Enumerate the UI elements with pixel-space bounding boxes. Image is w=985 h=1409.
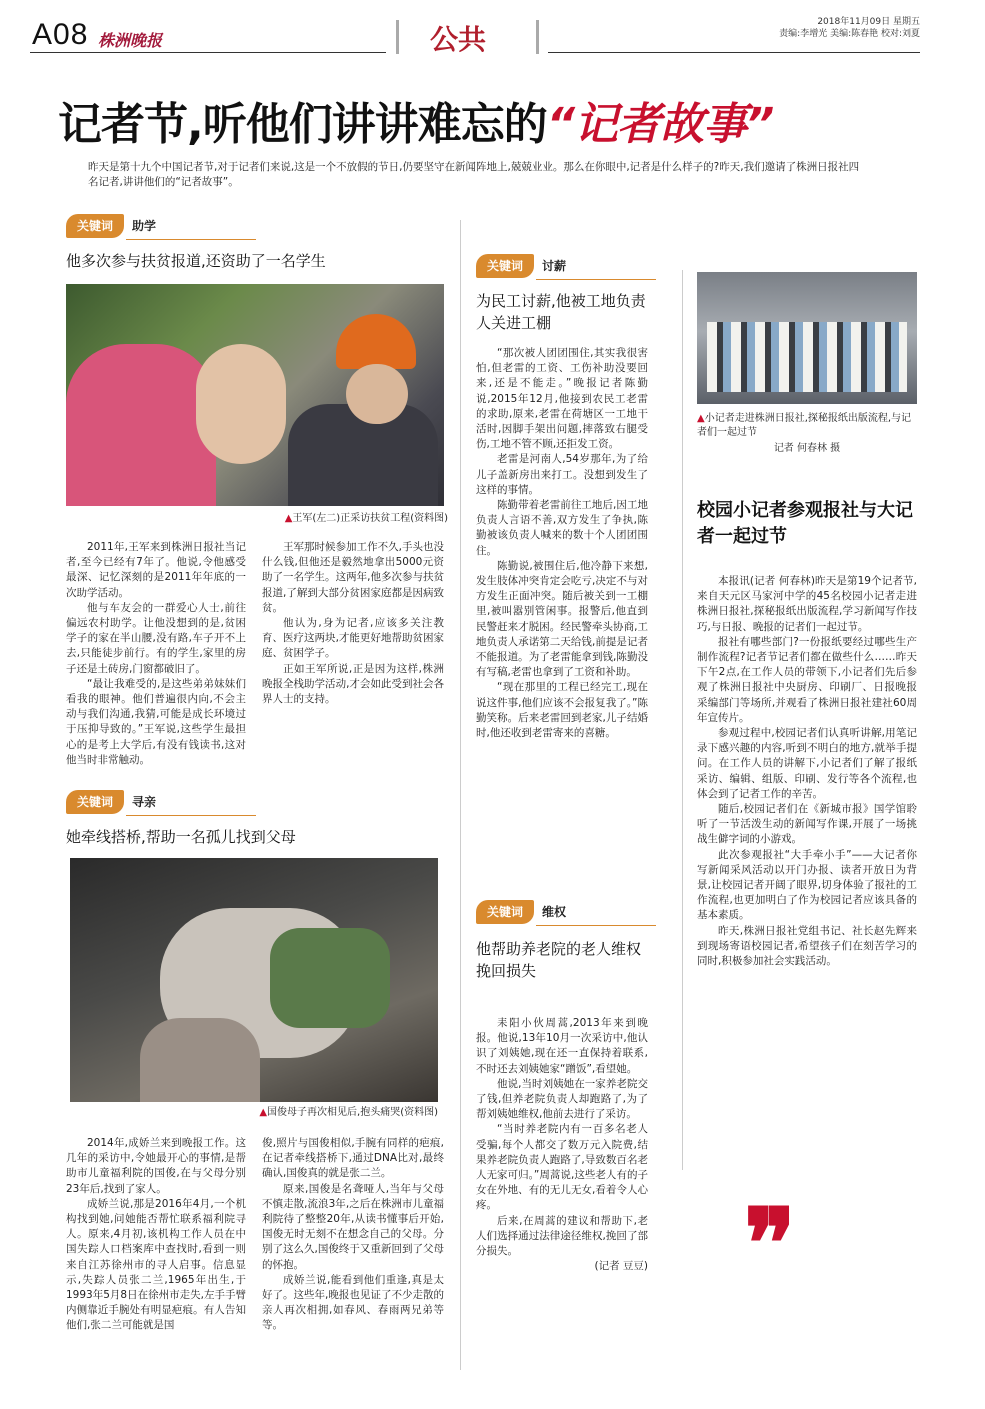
paragraph: “当时养老院内有一百多名老人受骗,每个人都交了数万元入院费,结果养老院负责人跑路了,导致数百名老人无家可归。”周蒿说,这些老人有的子女在外地、有的无儿无女,看着令人心疼。 (476, 1123, 648, 1212)
paragraph: 王军那时候参加工作不久,手头也没什么钱,但他还是毅然地拿出5000元资助了一名学生。这两年,他多次参与扶贫报道,了解到大部分贫困家庭都是因病致贫。 (262, 541, 444, 614)
story1-caption: ▲王军(左二)正采访扶贫工程(资料图) (284, 513, 448, 524)
paragraph: 俊,照片与国俊相似,手腕有同样的疤痕,在记者牵线搭桥下,通过DNA比对,最终确认,国俊真的就是张二兰。 (262, 1137, 444, 1180)
paragraph: 原来,国俊是名聋哑人,当年与父母不慎走散,流浪3年,之后在株洲市儿童福利院待了整整20年,从读书懂事后开始,国俊无时无刻不在想念自己的父母。分别了这么久,国俊终于又重新回到了父母的怀抱。 (262, 1182, 444, 1271)
photo-figure (66, 344, 216, 506)
section-title: 公共 (430, 23, 487, 56)
paragraph: “那次被人团团围住,其实我很害怕,但老雷的工资、工伤补助没要回来,还是不能走。”晚报记者陈勤说,2015年12月,他接到农民工老雷的求助,原来,老雷在荷塘区一工地干活时,因脚手架出问题,摔落致右腿受伤,工地不管不顾,还拒发工资。 (476, 347, 648, 451)
headline-main: 记者节,听他们讲讲难忘的 (58, 99, 547, 150)
dateline (710, 16, 920, 40)
hardhat (336, 314, 416, 369)
photo-credit: 记者 何春林 摄 (773, 443, 841, 454)
paragraph: 他与车友会的一群爱心人士,前往偏远农村助学。让他没想到的是,贫困学子的家在半山腰,没有路,车子开不上去,只能徒步前行。有的学生,家里的房子还是土砖房,门窗都破旧了。 (66, 601, 246, 675)
paragraph: 昨天,株洲日报社党组书记、社长赵先辉来到现场寄语校园记者,希望孩子们在刻苦学习的同时,积极参加社会实践活动。 (697, 924, 917, 968)
story1-photo (66, 284, 444, 506)
paragraph: 参观过程中,校园记者们认真听讲解,用笔记录下感兴趣的内容,听到不明白的地方,就举手提问。在工作人员的讲解下,小记者们了解了报纸采访、编辑、组版、印刷、发行等各个流程,也体会到了记者工作的辛苦。 (697, 727, 917, 800)
paragraph: 老雷是河南人,54岁那年,为了给儿子盖新房出来打工。没想到发生了这样的事情。 (476, 453, 648, 496)
keyword-label: 关键词 (66, 214, 124, 238)
keyword-topic: 寻亲 (132, 795, 157, 809)
story1-column-1 (66, 540, 246, 768)
paragraph: 2011年,王军来到株洲日报社当记者,至今已经有7年了。他说,令他感受最深、记忆深刻的是2011年年底的一次助学活动。 (66, 541, 246, 599)
photo-figure (140, 1018, 260, 1102)
story1-subhead: 他多次参与扶贫报道,还资助了一名学生 (66, 252, 326, 270)
photo-bag (270, 928, 390, 1028)
divider (396, 20, 399, 54)
story2-subhead: 她牵线搭桥,帮助一名孤儿找到父母 (66, 828, 296, 846)
editor-credits: 责编:李增光 美编:陈春艳 校对:刘夏 (779, 29, 920, 39)
page-number: A08 (32, 18, 89, 51)
photo-figure (346, 364, 408, 424)
keyword-label: 关键词 (66, 790, 124, 814)
photo-figure (196, 344, 286, 464)
issue-date: 2018年11月09日 星期五 (817, 17, 920, 27)
header-rule-right (548, 52, 920, 53)
paragraph: 本报讯(记者 何春林)昨天是第19个记者节,来自天元区马家河中学的45名校园小记者走进株洲日报社,探秘报纸出版流程,学习新闻写作技巧,与日报、晚报的记者们一起过节。 (697, 575, 917, 633)
caption-text: 王军(左二)正采访扶贫工程(资料图) (292, 513, 448, 524)
keyword-tag-story1 (66, 214, 256, 240)
sidebar-body (697, 574, 917, 969)
paragraph: 陈勤说,被围住后,他冷静下来想,发生肢体冲突肯定会吃亏,决定不与对方发生正面冲突。随后被关到一工棚里,被叫嚣别管闲事。报警后,他直到民警赶来才脱困。经民警牵头协商,工地负责人承诺第二天给钱,前提是记者不能报道。为了老雷能拿到钱,陈勤没有写稿,老雷也拿到了工资和补助。 (476, 559, 648, 679)
divider (536, 20, 539, 54)
story1-column-2 (262, 540, 444, 707)
story2-photo (70, 858, 438, 1102)
sidebar-title: 校园小记者参观报社与大记者一起过节 (697, 500, 913, 547)
caption-text: 小记者走进株洲日报社,探秘报纸出版流程,与记者们一起过节 (697, 413, 912, 438)
keyword-tag-story4 (476, 900, 656, 926)
story4-body (476, 1016, 648, 1274)
keyword-topic: 讨薪 (542, 259, 567, 273)
story3-body (476, 346, 648, 741)
photo-crowd (707, 322, 907, 392)
page-headline (58, 88, 928, 152)
paragraph: 他说,当时刘姨她在一家养老院交了钱,但养老院负责人却跑路了,为了帮刘姨她维权,他前去进行了采访。 (476, 1077, 648, 1121)
paragraph: 耒阳小伙周蒿,2013年来到晚报。他说,13年10月一次采访中,他认识了刘姨她,现在还一直保持着联系,不时还去刘姨她家“蹭饭”,看望她。 (476, 1017, 648, 1075)
paragraph: 2014年,成娇兰来到晚报工作。这几年的采访中,令她最开心的事情,是帮助市儿童福利院的国俊,在与父母分别23年后,找到了家人。 (66, 1137, 246, 1195)
sidebar-caption: ▲小记者走进株洲日报社,探秘报纸出版流程,与记者们一起过节 (697, 413, 912, 438)
keyword-topic: 助学 (132, 219, 157, 233)
masthead-logo: 株洲晚报 (98, 31, 163, 50)
header-rule-left (30, 52, 386, 53)
headline-quoted: “记者故事” (546, 99, 774, 150)
story3-subhead: 为民工讨薪,他被工地负责人关进工棚 (476, 292, 646, 332)
paragraph: 正如王军所说,正是因为这样,株洲晚报全栈助学活动,才会如此受到社会各界人士的支持。 (262, 662, 444, 706)
paragraph: 陈勤带着老雷前往工地后,因工地负责人言语不善,双方发生了争执,陈勤被该负责人喊来的数十个人团团围住。 (476, 499, 648, 557)
story2-caption: ▲国俊母子再次相见后,抱头痛哭(资料图) (259, 1107, 438, 1118)
paragraph: “最让我难受的,是这些弟弟妹妹们看我的眼神。他们普遍很内向,不会主动与我们沟通,我猜,可能是成长环境过于压抑导致的。”王军说,这些学生最担心的是考上大学后,有没有钱读书,这对他当时非常触动。 (66, 677, 246, 766)
column-rule (682, 270, 683, 1170)
lede: 昨天是第十九个中国记者节,对于记者们来说,这是一个不放假的节日,仍要坚守在新闻阵地上,兢兢业业。那么在你眼中,记者是什么样子的?昨天,我们邀请了株洲日报社四名记者,讲讲他们的“记者故事”。 (88, 161, 860, 188)
paragraph: 此次参观报社“大手牵小手”——大记者你写新闻采风活动以开门办报、读者开放日为背景,让校园记者开阔了眼界,切身体验了报社的工作流程,也更加明白了作为校园记者应该具备的基本素质。 (697, 848, 917, 922)
paragraph: 随后,校园记者们在《新城市报》国学馆聆听了一节活泼生动的新闻写作课,开展了一场挑战生僻字词的小游戏。 (697, 803, 917, 846)
paragraph: 成娇兰说,能看到他们重逢,真是太好了。这些年,晚报也见证了不少走散的亲人再次相拥,如春风、春雨两兄弟等等。 (262, 1273, 444, 1332)
caption-text: 国俊母子再次相见后,抱头痛哭(资料图) (267, 1107, 438, 1118)
sidebar-photo (697, 272, 917, 404)
column-rule (460, 220, 461, 1370)
keyword-topic: 维权 (542, 905, 567, 919)
story4-subhead: 他帮助养老院的老人维权挽回损失 (476, 940, 642, 980)
keyword-label: 关键词 (476, 900, 534, 924)
paragraph: 成娇兰说,那是2016年4月,一个机构找到她,问她能否帮忙联系福利院寻人。原来,4月初,该机构工作人员在中国失踪人口档案库中查找时,看到一则来自江苏徐州市的寻人启事。信息显示,失踪人员张二兰,1965年出生,于1993年5月8日在徐州市走失,左手手臂内侧靠近手腕处有明显疤痕。有人告知他们,张二兰可能就是国 (66, 1197, 246, 1332)
quote-mark-icon: ❞ (744, 1187, 796, 1300)
paragraph: 报社有哪些部门?一份报纸要经过哪些生产制作流程?记者节记者们都在做些什么……昨天下午2点,在工作人员的带领下,小记者们先后参观了株洲日报社中央厨房、印刷厂、日报晚报采编部门等场所,并观看了株洲日报社建社60周年宣传片。 (697, 635, 917, 724)
byline: (记者 豆豆) (594, 1260, 648, 1273)
keyword-tag-story3 (476, 254, 656, 280)
story2-column-1 (66, 1136, 246, 1334)
paragraph: “现在那里的工程已经完工,现在说这件事,他们应该不会报复我了。”陈勤笑称。后来老雷回到老家,儿子结婚时,他还收到老雷寄来的喜糖。 (476, 681, 648, 740)
story2-column-2 (262, 1136, 444, 1334)
paragraph: 他认为,身为记者,应该多关注教育、医疗这两块,才能更好地帮助贫困家庭、贫困学子。 (262, 617, 444, 660)
paragraph: 后来,在周蒿的建议和帮助下,老人们选择通过法律途径维权,挽回了部分损失。 (476, 1214, 648, 1258)
keyword-tag-story2 (66, 790, 256, 816)
keyword-label: 关键词 (476, 254, 534, 278)
